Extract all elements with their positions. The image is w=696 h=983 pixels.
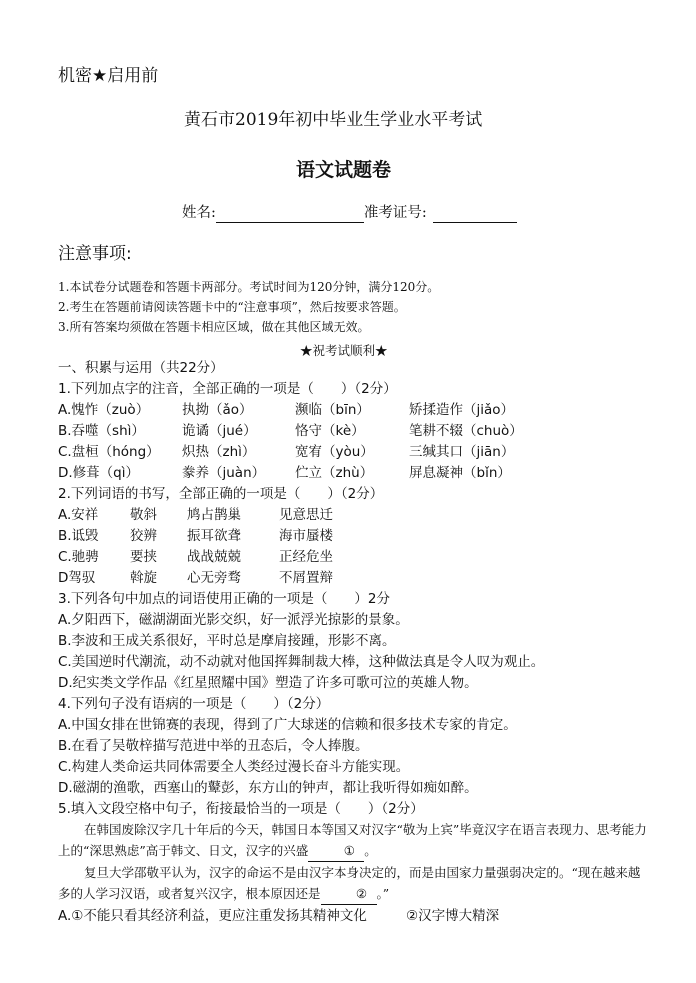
- confidential-mark: 机密★启用前: [58, 66, 159, 86]
- option-word: 豢养（juàn）: [182, 465, 266, 481]
- option-line: C.美国逆时代潮流，动不动就对他国挥舞制裁大棒，这种做法真是令人叹为观止。: [58, 654, 545, 670]
- option-word: 要挟: [130, 549, 157, 565]
- option-word: D.修葺（qì）: [58, 465, 140, 481]
- fill-blank: ②: [321, 883, 377, 905]
- option-word: 振耳欲聋: [187, 528, 241, 544]
- option-word: D驾驭: [58, 570, 96, 586]
- option-word: 伫立（zhù）: [295, 465, 374, 481]
- passage-text: 复旦大学邵敬平认为，汉字的命运不是由汉字本身决定的，而是由国家力量强弱决定的。“现在越来越多的人学习汉语，或者复兴汉字，根本原因还是: [58, 865, 641, 901]
- option-word: 敬斜: [130, 507, 157, 523]
- option-word: A.①不能只看其经济利益，更应注重发扬其精神文化: [58, 908, 367, 924]
- option-line: C.构建人类命运共同体需要全人类经过漫长奋斗方能实现。: [58, 759, 410, 775]
- option-word: 斡旋: [130, 570, 157, 586]
- candidate-info: [182, 203, 517, 223]
- notice-item: 1.本试卷分试题卷和答题卡两部分。考试时间为120分钟，满分120分。: [58, 280, 440, 294]
- question-stem: 4.下列句子没有语病的一项是（ ）（2分）: [58, 696, 330, 712]
- option-word: 执拗（ǎo）: [182, 402, 253, 418]
- notice-item: 2.考生在答题前请阅读答题卡中的“注意事项”，然后按要求答题。: [58, 300, 406, 314]
- paper-title: 语文试题卷: [296, 159, 392, 181]
- option-word: 三缄其口（jiān）: [409, 444, 515, 460]
- option-row: [58, 568, 333, 588]
- option-word: 正经危坐: [279, 549, 333, 565]
- question-stem: 5.填入文段空格中句子，衔接最恰当的一项是（ ）（2分）: [58, 801, 424, 817]
- passage-text: 。: [364, 843, 377, 858]
- option-row: [58, 526, 333, 546]
- option-line: B.在看了吴敬梓描写范进中举的丑态后，令人捧腹。: [58, 738, 369, 754]
- option-word: A.安祥: [58, 507, 99, 523]
- option-word: 濒临（bīn）: [295, 402, 370, 418]
- name-blank[interactable]: [216, 206, 364, 223]
- option-word: 恪守（kè）: [295, 423, 365, 439]
- option-row: [58, 906, 499, 926]
- passage-text: 。”: [376, 886, 390, 901]
- option-line: D.磁湖的渔歌，西塞山的鼙彭，东方山的钟声，都让我听得如痴如醉。: [58, 780, 478, 796]
- fill-blank: ①: [308, 840, 364, 862]
- option-word: A.愧怍（zuò）: [58, 402, 150, 418]
- option-word: 见意思迁: [279, 507, 333, 523]
- option-word: 狡辨: [130, 528, 157, 544]
- exam-title: 黄石市2019年初中毕业生学业水平考试: [184, 110, 483, 130]
- option-word: B.诋毁: [58, 528, 99, 544]
- option-word: 炽热（zhì）: [182, 444, 256, 460]
- option-line: A.夕阳西下，磁湖湖面光影交织，好一派浮光掠影的景象。: [58, 612, 409, 628]
- notice-item: 3.所有答案均须做在答题卡相应区域，做在其他区域无效。: [58, 320, 370, 334]
- option-word: 海市蜃楼: [279, 528, 333, 544]
- option-word: C.驰骋: [58, 549, 99, 565]
- question-stem: 2.下列词语的书写，全部正确的一项是（ ）（2分）: [58, 486, 384, 502]
- option-word: 不屑置辩: [279, 570, 333, 586]
- option-row: [58, 421, 523, 441]
- option-line: D.纪实类文学作品《红星照耀中国》塑造了许多可歌可泣的英雄人物。: [58, 675, 478, 691]
- notice-heading: 注意事项:: [58, 244, 132, 264]
- option-line: A.中国女排在世锦赛的表现，得到了广大球迷的信赖和很多技术专家的肯定。: [58, 717, 517, 733]
- passage-paragraph: [58, 819, 648, 862]
- passage-text: 在韩国废除汉字几十年后的今天，韩国日本等国又对汉字“敬为上宾”毕竟汉字在语言表现力、思考能力上的“深思熟虑”高于韩文、日文，汉字的兴盛: [58, 822, 647, 858]
- option-word: 矫揉造作（jiǎo）: [409, 402, 515, 418]
- option-word: B.吞噬（shì）: [58, 423, 145, 439]
- option-word: 心无旁骛: [187, 570, 241, 586]
- option-row: [58, 505, 333, 525]
- section-heading: 一、积累与运用（共22分）: [58, 360, 224, 376]
- good-luck-line: ★祝考试顺利★: [300, 343, 388, 358]
- name-label: 姓名:: [182, 205, 216, 221]
- option-word: 笔耕不辍（chuò）: [409, 423, 523, 439]
- option-word: ②汉字博大精深: [406, 908, 500, 924]
- option-word: 诡谲（jué）: [182, 423, 257, 439]
- question-stem: 3.下列各句中加点的词语使用正确的一项是（ ）2分: [58, 591, 390, 607]
- option-word: 宽宥（yòu）: [295, 444, 374, 460]
- option-word: 战战兢兢: [187, 549, 241, 565]
- option-row: [58, 547, 333, 567]
- option-word: C.盘桓（hóng）: [58, 444, 160, 460]
- option-row: [58, 463, 511, 483]
- option-word: 屏息凝神（bǐn）: [409, 465, 511, 481]
- id-label: 准考证号:: [363, 205, 427, 221]
- passage-paragraph: [58, 862, 648, 905]
- id-blank[interactable]: [433, 206, 517, 223]
- question-stem: 1.下列加点字的注音，全部正确的一项是（ ）（2分）: [58, 381, 397, 397]
- option-line: B.李波和王成关系很好，平时总是摩肩接踵，形影不离。: [58, 633, 396, 649]
- option-row: [58, 442, 514, 462]
- option-row: [58, 400, 514, 420]
- option-word: 鸠占鹊巢: [187, 507, 241, 523]
